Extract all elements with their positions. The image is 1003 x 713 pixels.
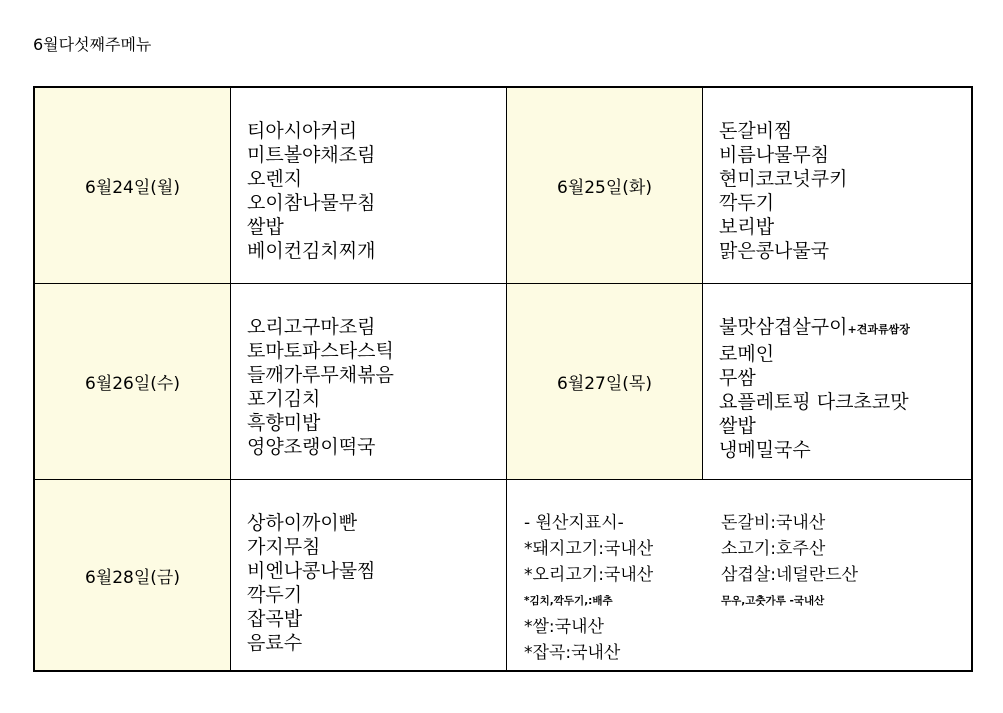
date-cell xyxy=(35,284,231,480)
origin-item: *돼지고기:국내산 xyxy=(524,539,654,559)
menu-cell xyxy=(231,284,507,480)
menu-item: 현미코코넛쿠키 xyxy=(719,168,848,190)
menu-item: 티아시아커리 xyxy=(247,120,358,142)
menu-item: 잡곡밥 xyxy=(247,608,303,630)
origin-item: 삼겹살:네덜란드산 xyxy=(721,565,859,585)
date-label: 6월28일(금) xyxy=(85,567,180,588)
menu-item: 보리밥 xyxy=(719,216,775,238)
date-label: 6월25일(화) xyxy=(557,178,652,198)
menu-item: 깍두기 xyxy=(719,192,775,214)
menu-item: 오리고구마조림 xyxy=(247,316,376,338)
menu-cell xyxy=(231,88,507,284)
menu-item: 돈갈비찜 xyxy=(719,120,793,142)
origin-item: *오리고기:국내산 xyxy=(524,565,654,585)
menu-item-suffix: +견과류쌈장 xyxy=(847,323,910,336)
date-label: 6월24일(월) xyxy=(85,178,180,198)
date-cell xyxy=(35,88,231,284)
menu-item: 무쌈 xyxy=(719,367,756,389)
page-title: 6월다섯째주메뉴 xyxy=(33,35,152,54)
menu-item: 요플레토핑 다크초코맛 xyxy=(719,391,909,413)
date-cell xyxy=(507,88,703,284)
date-label: 6월27일(목) xyxy=(557,374,652,394)
menu-cell xyxy=(231,480,507,670)
menu-item: 비름나물무침 xyxy=(719,144,830,166)
menu-item: 오렌지 xyxy=(247,168,303,190)
menu-item: 쌀밥 xyxy=(719,415,756,437)
origin-item: 무우,고춧가루 -국내산 xyxy=(721,595,825,607)
menu-item: 상하이까이빤 xyxy=(247,512,358,534)
menu-item: 가지무침 xyxy=(247,536,321,558)
date-cell xyxy=(35,480,231,670)
menu-item: 쌀밥 xyxy=(247,216,284,238)
origin-item: *김치,깍두기,:배추 xyxy=(524,595,613,607)
menu-item: 맑은콩나물국 xyxy=(719,240,830,262)
menu-table xyxy=(33,86,973,672)
origin-item: *잡곡:국내산 xyxy=(524,643,621,663)
origin-item: 소고기:호주산 xyxy=(721,539,826,559)
origin-item: 돈갈비:국내산 xyxy=(721,513,826,533)
menu-item: 비엔나콩나물찜 xyxy=(247,560,376,582)
menu-item: 깍두기 xyxy=(247,584,303,606)
menu-item: 들깨가루무채볶음 xyxy=(247,364,394,386)
menu-cell xyxy=(703,284,971,480)
date-cell xyxy=(507,284,703,480)
menu-item: 오이참나물무침 xyxy=(247,192,376,214)
origin-list-left xyxy=(524,510,653,666)
menu-item-text: 불맛삼겹살구이 xyxy=(719,316,848,338)
menu-cell xyxy=(703,88,971,284)
menu-item: 흑향미밥 xyxy=(247,412,321,434)
origin-cell xyxy=(507,480,971,670)
origin-list-right xyxy=(721,510,858,614)
date-label: 6월26일(수) xyxy=(85,374,180,394)
origin-item: - 원산지표시- xyxy=(524,513,624,533)
menu-item: 포기김치 xyxy=(247,388,321,410)
menu-item: 베이컨김치찌개 xyxy=(247,240,376,262)
origin-item: *쌀:국내산 xyxy=(524,617,604,637)
menu-item xyxy=(719,315,971,342)
menu-item: 토마토파스타스틱 xyxy=(247,340,394,362)
menu-item: 로메인 xyxy=(719,343,775,365)
menu-item: 미트볼야채조림 xyxy=(247,144,376,166)
menu-item: 냉메밀국수 xyxy=(719,439,811,461)
menu-item: 영양조랭이떡국 xyxy=(247,436,376,458)
menu-item: 음료수 xyxy=(247,632,303,654)
